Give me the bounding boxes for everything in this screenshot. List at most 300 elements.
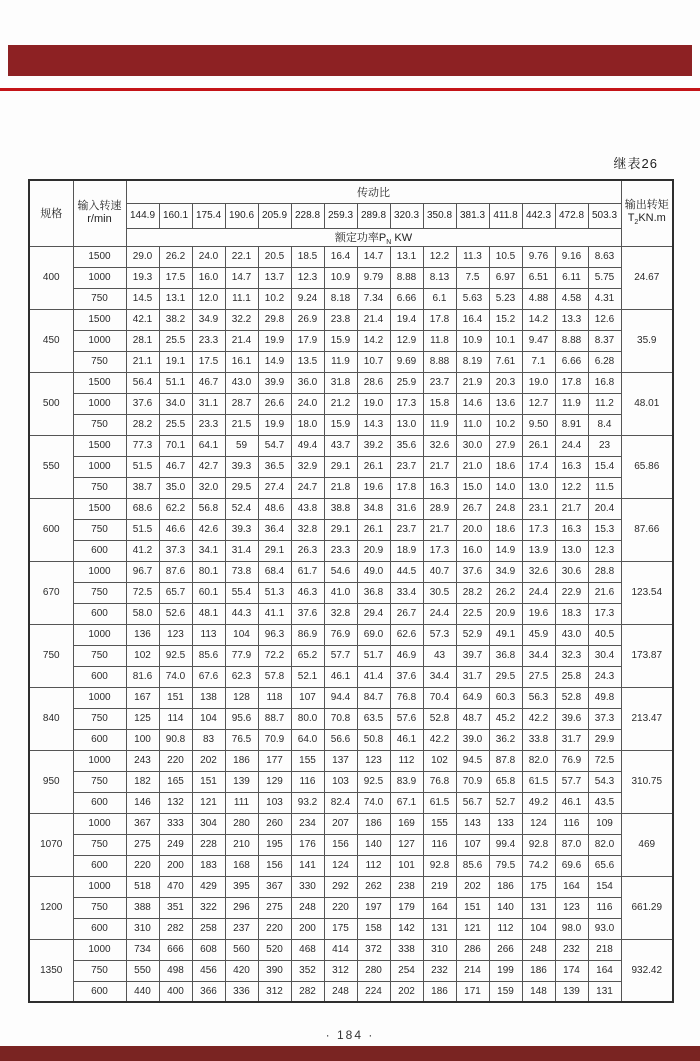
power-cell: 70.4 <box>423 687 456 708</box>
bottom-red-band <box>0 1046 700 1061</box>
power-cell: 83.9 <box>390 771 423 792</box>
power-cell: 139 <box>225 771 258 792</box>
power-cell: 19.3 <box>126 267 159 288</box>
table-caption: 继表26 <box>613 156 658 171</box>
power-cell: 46.3 <box>291 582 324 603</box>
power-cell: 11.0 <box>456 414 489 435</box>
table-row <box>29 561 673 582</box>
power-cell: 195 <box>258 834 291 855</box>
power-cell: 16.3 <box>555 519 588 540</box>
power-cell: 286 <box>456 939 489 960</box>
header-transmission-ratio: 传动比 <box>126 180 621 203</box>
power-cell: 262 <box>357 876 390 897</box>
table-row <box>29 981 673 1002</box>
power-cell: 8.63 <box>588 246 621 267</box>
power-cell: 57.6 <box>390 708 423 729</box>
power-cell: 13.6 <box>489 393 522 414</box>
power-cell: 15.3 <box>588 519 621 540</box>
power-cell: 48.1 <box>192 603 225 624</box>
power-cell: 39.2 <box>357 435 390 456</box>
table-row <box>29 351 673 372</box>
ratio-header-cell: 175.4 <box>192 203 225 228</box>
power-cell: 70.8 <box>324 708 357 729</box>
power-cell: 292 <box>324 876 357 897</box>
power-cell: 56.3 <box>522 687 555 708</box>
table-row <box>29 456 673 477</box>
spec-cell: 950 <box>29 750 73 813</box>
power-cell: 96.7 <box>126 561 159 582</box>
power-cell: 26.1 <box>357 456 390 477</box>
power-cell: 296 <box>225 897 258 918</box>
power-cell: 21.7 <box>423 519 456 540</box>
power-cell: 218 <box>588 939 621 960</box>
power-cell: 19.9 <box>258 330 291 351</box>
power-cell: 39.0 <box>456 729 489 750</box>
power-cell: 14.7 <box>225 267 258 288</box>
power-cell: 23.3 <box>192 330 225 351</box>
power-cell: 16.8 <box>588 372 621 393</box>
power-cell: 165 <box>159 771 192 792</box>
power-cell: 414 <box>324 939 357 960</box>
table-row <box>29 246 673 267</box>
power-cell: 10.9 <box>456 330 489 351</box>
power-cell: 68.4 <box>258 561 291 582</box>
power-cell: 61.5 <box>423 792 456 813</box>
power-cell: 104 <box>522 918 555 939</box>
table-row <box>29 414 673 435</box>
power-cell: 351 <box>159 897 192 918</box>
speed-cell: 1500 <box>73 498 126 519</box>
power-cell: 5.75 <box>588 267 621 288</box>
power-cell: 333 <box>159 813 192 834</box>
power-cell: 42.2 <box>522 708 555 729</box>
power-cell: 19.6 <box>522 603 555 624</box>
power-cell: 336 <box>225 981 258 1002</box>
power-cell: 21.4 <box>225 330 258 351</box>
power-cell: 210 <box>225 834 258 855</box>
power-cell: 11.9 <box>324 351 357 372</box>
power-cell: 29.1 <box>324 519 357 540</box>
table-row <box>29 750 673 771</box>
power-cell: 64.9 <box>456 687 489 708</box>
power-cell: 26.1 <box>522 435 555 456</box>
power-cell: 24.8 <box>489 498 522 519</box>
power-cell: 74.2 <box>522 855 555 876</box>
power-cell: 29.1 <box>258 540 291 561</box>
power-cell: 37.6 <box>390 666 423 687</box>
power-cell: 10.5 <box>489 246 522 267</box>
power-cell: 82.4 <box>324 792 357 813</box>
power-cell: 62.6 <box>390 624 423 645</box>
power-cell: 45.9 <box>522 624 555 645</box>
power-cell: 112 <box>489 918 522 939</box>
power-cell: 31.7 <box>555 729 588 750</box>
power-cell: 238 <box>390 876 423 897</box>
ratio-header-cell: 190.6 <box>225 203 258 228</box>
power-cell: 39.9 <box>258 372 291 393</box>
power-cell: 155 <box>291 750 324 771</box>
power-cell: 35.0 <box>159 477 192 498</box>
power-cell: 37.6 <box>291 603 324 624</box>
spec-cell: 1070 <box>29 813 73 876</box>
speed-cell: 750 <box>73 960 126 981</box>
power-cell: 7.1 <box>522 351 555 372</box>
power-cell: 74.0 <box>357 792 390 813</box>
power-cell: 76.8 <box>423 771 456 792</box>
power-cell: 27.4 <box>258 477 291 498</box>
power-cell: 13.7 <box>258 267 291 288</box>
power-cell: 17.8 <box>555 372 588 393</box>
speed-cell: 750 <box>73 708 126 729</box>
power-cell: 35.6 <box>390 435 423 456</box>
table-row <box>29 645 673 666</box>
power-cell: 36.2 <box>489 729 522 750</box>
power-cell: 151 <box>192 771 225 792</box>
torque-cell: 932.42 <box>621 939 673 1002</box>
power-cell: 59 <box>225 435 258 456</box>
speed-cell: 750 <box>73 834 126 855</box>
power-cell: 202 <box>192 750 225 771</box>
power-cell: 21.6 <box>588 582 621 603</box>
power-cell: 23.7 <box>423 372 456 393</box>
power-cell: 46.9 <box>390 645 423 666</box>
power-cell: 29.5 <box>489 666 522 687</box>
power-cell: 17.8 <box>390 477 423 498</box>
power-cell: 12.7 <box>522 393 555 414</box>
power-cell: 83 <box>192 729 225 750</box>
power-cell: 28.9 <box>423 498 456 519</box>
speed-cell: 1000 <box>73 750 126 771</box>
power-cell: 214 <box>456 960 489 981</box>
power-cell: 28.8 <box>588 561 621 582</box>
table-row <box>29 813 673 834</box>
speed-cell: 1000 <box>73 813 126 834</box>
power-cell: 46.6 <box>159 519 192 540</box>
power-cell: 14.5 <box>126 288 159 309</box>
power-cell: 280 <box>225 813 258 834</box>
power-cell: 21.4 <box>357 309 390 330</box>
table-row <box>29 792 673 813</box>
power-cell: 26.2 <box>159 246 192 267</box>
power-cell: 68.6 <box>126 498 159 519</box>
ratio-header-cell: 472.8 <box>555 203 588 228</box>
torque-cell: 87.66 <box>621 498 673 561</box>
power-cell: 94.4 <box>324 687 357 708</box>
power-cell: 388 <box>126 897 159 918</box>
power-cell: 12.3 <box>588 540 621 561</box>
torque-cell: 35.9 <box>621 309 673 372</box>
power-cell: 24.4 <box>555 435 588 456</box>
power-cell: 39.7 <box>456 645 489 666</box>
power-cell: 26.2 <box>489 582 522 603</box>
power-cell: 199 <box>489 960 522 981</box>
power-cell: 560 <box>225 939 258 960</box>
power-cell: 82.0 <box>588 834 621 855</box>
power-cell: 56.7 <box>456 792 489 813</box>
power-cell: 9.79 <box>357 267 390 288</box>
power-cell: 51.3 <box>258 582 291 603</box>
power-cell: 96.3 <box>258 624 291 645</box>
power-cell: 132 <box>159 792 192 813</box>
power-cell: 11.3 <box>456 246 489 267</box>
power-cell: 182 <box>126 771 159 792</box>
table-row <box>29 267 673 288</box>
power-cell: 60.1 <box>192 582 225 603</box>
power-cell: 69.6 <box>555 855 588 876</box>
power-cell: 34.4 <box>423 666 456 687</box>
power-cell: 4.58 <box>555 288 588 309</box>
power-cell: 72.2 <box>258 645 291 666</box>
table-row <box>29 834 673 855</box>
power-cell: 40.7 <box>423 561 456 582</box>
power-cell: 14.0 <box>489 477 522 498</box>
power-cell: 70.9 <box>456 771 489 792</box>
power-cell: 24.4 <box>522 582 555 603</box>
power-cell: 31.8 <box>324 372 357 393</box>
power-cell: 44.3 <box>225 603 258 624</box>
power-cell: 456 <box>192 960 225 981</box>
power-cell: 67.1 <box>390 792 423 813</box>
power-cell: 249 <box>159 834 192 855</box>
power-cell: 52.4 <box>225 498 258 519</box>
power-cell: 31.7 <box>456 666 489 687</box>
header-rated-power: 额定功率$P_N$ KW <box>126 228 621 246</box>
power-cell: 23.3 <box>192 414 225 435</box>
power-cell: 123 <box>555 897 588 918</box>
power-cell: 608 <box>192 939 225 960</box>
power-cell: 37.6 <box>456 561 489 582</box>
power-cell: 39.6 <box>555 708 588 729</box>
power-cell: 175 <box>324 918 357 939</box>
power-cell: 10.2 <box>489 414 522 435</box>
power-cell: 52.7 <box>489 792 522 813</box>
power-cell: 116 <box>291 771 324 792</box>
power-cell: 36.0 <box>291 372 324 393</box>
header-spec: 规格 <box>29 180 73 246</box>
power-cell: 183 <box>192 855 225 876</box>
power-cell: 219 <box>423 876 456 897</box>
power-cell: 92.8 <box>423 855 456 876</box>
power-cell: 26.1 <box>357 519 390 540</box>
power-cell: 29.5 <box>225 477 258 498</box>
power-cell: 176 <box>291 834 324 855</box>
power-cell: 36.5 <box>258 456 291 477</box>
power-cell: 154 <box>588 876 621 897</box>
power-cell: 164 <box>588 960 621 981</box>
power-cell: 25.5 <box>159 414 192 435</box>
power-cell: 42.2 <box>423 729 456 750</box>
power-cell: 140 <box>357 834 390 855</box>
power-cell: 164 <box>423 897 456 918</box>
power-cell: 19.4 <box>390 309 423 330</box>
power-cell: 92.5 <box>357 771 390 792</box>
power-cell: 107 <box>291 687 324 708</box>
power-cell: 15.2 <box>489 309 522 330</box>
table-row <box>29 624 673 645</box>
power-cell: 156 <box>324 834 357 855</box>
power-cell: 367 <box>126 813 159 834</box>
power-cell: 16.4 <box>324 246 357 267</box>
power-cell: 6.66 <box>390 288 423 309</box>
power-cell: 36.4 <box>258 519 291 540</box>
power-cell: 49.0 <box>357 561 390 582</box>
power-cell: 93.2 <box>291 792 324 813</box>
power-cell: 12.9 <box>390 330 423 351</box>
power-cell: 61.7 <box>291 561 324 582</box>
power-cell: 282 <box>291 981 324 1002</box>
power-cell: 23.8 <box>324 309 357 330</box>
speed-cell: 1500 <box>73 309 126 330</box>
power-cell: 57.7 <box>555 771 588 792</box>
ratio-header-cell: 228.8 <box>291 203 324 228</box>
power-cell: 232 <box>555 939 588 960</box>
power-cell: 228 <box>192 834 225 855</box>
speed-cell: 750 <box>73 351 126 372</box>
power-cell: 17.4 <box>522 456 555 477</box>
power-cell: 138 <box>192 687 225 708</box>
speed-cell: 1000 <box>73 687 126 708</box>
power-cell: 99.4 <box>489 834 522 855</box>
power-cell: 139 <box>555 981 588 1002</box>
power-cell: 520 <box>258 939 291 960</box>
speed-cell: 600 <box>73 603 126 624</box>
power-cell: 312 <box>324 960 357 981</box>
power-cell: 186 <box>489 876 522 897</box>
power-cell: 400 <box>159 981 192 1002</box>
power-cell: 76.5 <box>225 729 258 750</box>
power-cell: 14.7 <box>357 246 390 267</box>
table-row <box>29 687 673 708</box>
power-cell: 124 <box>522 813 555 834</box>
table-row <box>29 393 673 414</box>
ratio-header-cell: 289.8 <box>357 203 390 228</box>
power-cell: 12.2 <box>423 246 456 267</box>
power-cell: 28.6 <box>357 372 390 393</box>
power-cell: 260 <box>258 813 291 834</box>
power-cell: 390 <box>258 960 291 981</box>
ratio-header-cell: 320.3 <box>390 203 423 228</box>
power-cell: 6.97 <box>489 267 522 288</box>
speed-cell: 750 <box>73 519 126 540</box>
power-cell: 26.7 <box>390 603 423 624</box>
spec-cell: 1350 <box>29 939 73 1002</box>
power-cell: 98.0 <box>555 918 588 939</box>
power-cell: 123 <box>159 624 192 645</box>
power-cell: 12.3 <box>291 267 324 288</box>
power-cell: 20.9 <box>489 603 522 624</box>
power-cell: 174 <box>555 960 588 981</box>
power-cell: 42.7 <box>192 456 225 477</box>
power-cell: 43.7 <box>324 435 357 456</box>
power-cell: 200 <box>159 855 192 876</box>
power-cell: 352 <box>291 960 324 981</box>
power-cell: 10.9 <box>324 267 357 288</box>
table-row <box>29 288 673 309</box>
speed-cell: 750 <box>73 582 126 603</box>
speed-cell: 750 <box>73 288 126 309</box>
power-cell: 121 <box>456 918 489 939</box>
table-row <box>29 729 673 750</box>
power-cell: 367 <box>258 876 291 897</box>
speed-cell: 1000 <box>73 876 126 897</box>
table-row <box>29 855 673 876</box>
power-cell: 11.5 <box>588 477 621 498</box>
speed-cell: 1000 <box>73 456 126 477</box>
power-cell: 104 <box>225 624 258 645</box>
power-cell: 254 <box>390 960 423 981</box>
power-cell: 131 <box>522 897 555 918</box>
power-cell: 304 <box>192 813 225 834</box>
power-cell: 14.9 <box>489 540 522 561</box>
power-cell: 13.5 <box>291 351 324 372</box>
power-cell: 186 <box>357 813 390 834</box>
power-cell: 94.5 <box>456 750 489 771</box>
power-cell: 102 <box>126 645 159 666</box>
power-cell: 54.3 <box>588 771 621 792</box>
power-cell: 8.91 <box>555 414 588 435</box>
table-row <box>29 960 673 981</box>
power-cell: 63.5 <box>357 708 390 729</box>
power-cell: 41.2 <box>126 540 159 561</box>
power-cell: 19.1 <box>159 351 192 372</box>
header-output-torque-line2: $T_2KN.m$ <box>627 212 666 227</box>
speed-cell: 1000 <box>73 330 126 351</box>
ratio-header-cell: 205.9 <box>258 203 291 228</box>
power-cell: 177 <box>258 750 291 771</box>
power-cell: 26.3 <box>291 540 324 561</box>
power-cell: 169 <box>390 813 423 834</box>
power-cell: 156 <box>258 855 291 876</box>
power-cell: 29.8 <box>258 309 291 330</box>
power-cell: 32.8 <box>324 603 357 624</box>
power-cell: 148 <box>522 981 555 1002</box>
speed-cell: 750 <box>73 645 126 666</box>
power-cell: 15.0 <box>456 477 489 498</box>
power-cell: 73.8 <box>225 561 258 582</box>
power-cell: 123 <box>357 750 390 771</box>
power-cell: 25.8 <box>555 666 588 687</box>
power-cell: 16.0 <box>456 540 489 561</box>
power-cell: 43.0 <box>555 624 588 645</box>
power-cell: 18.6 <box>489 456 522 477</box>
power-cell: 8.4 <box>588 414 621 435</box>
power-cell: 51.5 <box>126 519 159 540</box>
power-cell: 12.0 <box>192 288 225 309</box>
power-cell: 36.8 <box>357 582 390 603</box>
power-cell: 4.88 <box>522 288 555 309</box>
power-cell: 124 <box>324 855 357 876</box>
power-cell: 32.2 <box>225 309 258 330</box>
power-cell: 468 <box>291 939 324 960</box>
power-cell: 49.1 <box>489 624 522 645</box>
power-cell: 41.4 <box>357 666 390 687</box>
power-cell: 8.88 <box>423 351 456 372</box>
power-cell: 61.5 <box>522 771 555 792</box>
power-cell: 140 <box>489 897 522 918</box>
power-cell: 31.4 <box>225 540 258 561</box>
power-cell: 20.0 <box>456 519 489 540</box>
power-cell: 158 <box>357 918 390 939</box>
power-cell: 30.5 <box>423 582 456 603</box>
power-cell: 87.6 <box>159 561 192 582</box>
power-cell: 4.31 <box>588 288 621 309</box>
power-cell: 14.2 <box>357 330 390 351</box>
power-cell: 67.6 <box>192 666 225 687</box>
power-cell: 82.0 <box>522 750 555 771</box>
power-cell: 37.6 <box>126 393 159 414</box>
power-cell: 21.7 <box>555 498 588 519</box>
power-cell: 64.0 <box>291 729 324 750</box>
